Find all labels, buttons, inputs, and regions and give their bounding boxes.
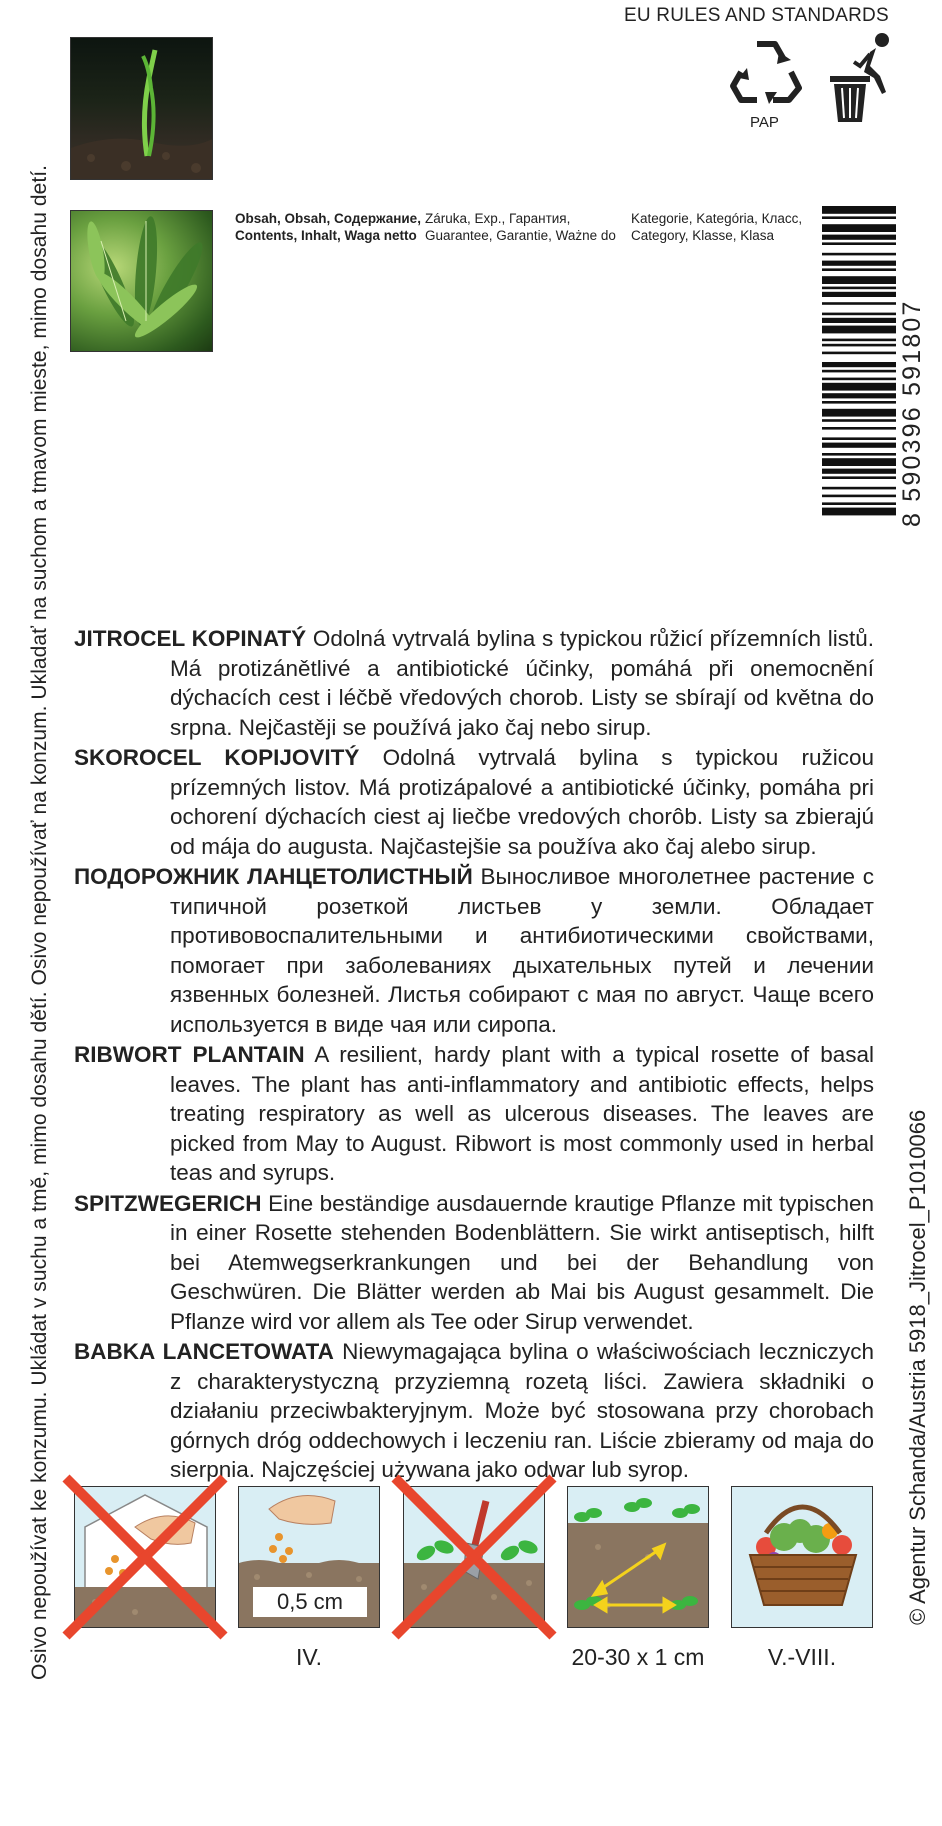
plant-description: Выносливое многолетнее растение с типичной розеткой листьев у земли. Обладает противовоспалительными и антибиотическими свойствами, помогает при заболеваниях дыхательных путей и лечении язвенных болезней. Листья собирают с мая по август. Чаще всего используется в виде чая или сиропа.	[170, 864, 874, 1037]
pap-label: PAP	[750, 114, 779, 131]
no-litter-bin-icon	[826, 32, 898, 124]
contents-line-2: Contents, Inhalt, Waga netto	[235, 228, 417, 243]
guarantee-line-1: Záruka, Exp., Гарантия,	[425, 211, 571, 226]
contents-info	[235, 210, 421, 244]
tile-harvest	[731, 1486, 873, 1628]
plant-description: Niewymagająca bylina o właściwościach leczniczych z charakterystyczną przyziemną rozetą liści. Zawiera składniki o działaniu przeciwbakteryjnym. Może być stosowana przy chorobach górnych dróg oddechowych i leczeniu ran. Liście zbieramy od maja do sierpnia. Najczęściej używana jako odwar lub syrop.	[170, 1339, 874, 1482]
description-entry	[74, 743, 874, 861]
category-info	[631, 210, 802, 244]
sowing-month-label: IV.	[295, 1644, 322, 1670]
sprout-photo	[70, 37, 213, 180]
category-line-2: Category, Klasse, Klasa	[631, 228, 775, 243]
plant-name: RIBWORT PLANTAIN	[74, 1042, 305, 1067]
not-recommended-cross-1	[60, 1472, 230, 1642]
contents-line-1: Obsah, Obsah, Содержание,	[235, 211, 421, 226]
plant-descriptions	[74, 624, 874, 1486]
plant-name: JITROCEL KOPINATÝ	[74, 626, 307, 651]
description-entry	[74, 1040, 874, 1188]
sowing-depth-label: 0,5 cm	[276, 1589, 344, 1614]
guarantee-line-2: Guarantee, Garantie, Ważne do	[425, 228, 616, 243]
eu-rules-title: EU RULES AND STANDARDS	[624, 5, 889, 26]
plant-description: A resilient, hardy plant with a typical rosette of basal leaves. The plant has anti-inflammatory and antibiotic effects, helps treating respiratory as well as ulcerous diseases. The leaves are picked from May to August. Ribwort is most commonly used in herbal teas and syrups.	[170, 1042, 874, 1185]
copyright-text: © Agentur Schanda/Austria 5918_Jitrocel_P1010066	[905, 1109, 930, 1625]
storage-warning-text: Osivo nepoužívat ke konzumu. Ukládat v suchu a tmě, mimo dosahu dětí. Osivo nepoužívať na konzum. Ukladať na suchom a tmavom mieste, mimo dosahu detí.	[28, 165, 51, 1680]
barcode-digits: 8 590396 591807	[898, 299, 926, 527]
plant-name: ПОДОРОЖНИК ЛАНЦЕТОЛИСТНЫЙ	[74, 864, 473, 889]
spacing-label: 20-30 x 1 cm	[571, 1644, 705, 1670]
description-entry	[74, 624, 874, 742]
plant-name: BABKA LANCETOWATA	[74, 1339, 334, 1364]
plant-description: Odolná vytrvalá bylina s typickou růžicí přízemních listů. Má protizánětlivé a antibiotické účinky, pomáhá při onemocnění dýchacích cest i léčbě vředových chorob. Listy se sbírají od května do srpna. Nejčastěji se používá jako čaj nebo sirup.	[170, 626, 874, 740]
harvest-months-label: V.-VIII.	[767, 1644, 837, 1670]
plant-description: Eine beständige ausdauernde krautige Pflanze mit typischen in einer Rosette stehenden Bodenblättern. Sie wirkt antiseptisch, hilft bei Atemwegserkrankungen und bei der Behandlung von Geschwüren. Die Blätter werden ab Mai bis August gesammelt. Die Pflanze wird vor allem als Tee oder Sirup verwendet.	[170, 1190, 874, 1334]
recycle-icon	[729, 34, 803, 106]
category-line-1: Kategorie, Kategória, Класс,	[631, 211, 803, 226]
description-entry	[74, 1189, 874, 1337]
description-entry	[74, 1337, 874, 1485]
tile-spacing	[567, 1486, 709, 1628]
not-recommended-cross-2	[389, 1472, 559, 1642]
plant-description: Odolná vytrvalá bylina s typickou ružicou prízemných listov. Má protizápalové a antibiotické účinky, pomáha pri ochorení dýchacích ciest aj liečbe vredových chorôb. Listy sa zbierajú od mája do augusta. Najčastejšie sa používa ako čaj alebo sirup.	[170, 745, 874, 859]
guarantee-info	[425, 210, 616, 244]
plant-name: SKOROCEL KOPIJOVITÝ	[74, 745, 360, 770]
plantain-leaves-photo	[70, 210, 213, 352]
description-entry	[74, 862, 874, 1039]
plant-name: SPITZWEGERICH	[74, 1190, 262, 1216]
tile-sowing-depth	[238, 1486, 380, 1628]
